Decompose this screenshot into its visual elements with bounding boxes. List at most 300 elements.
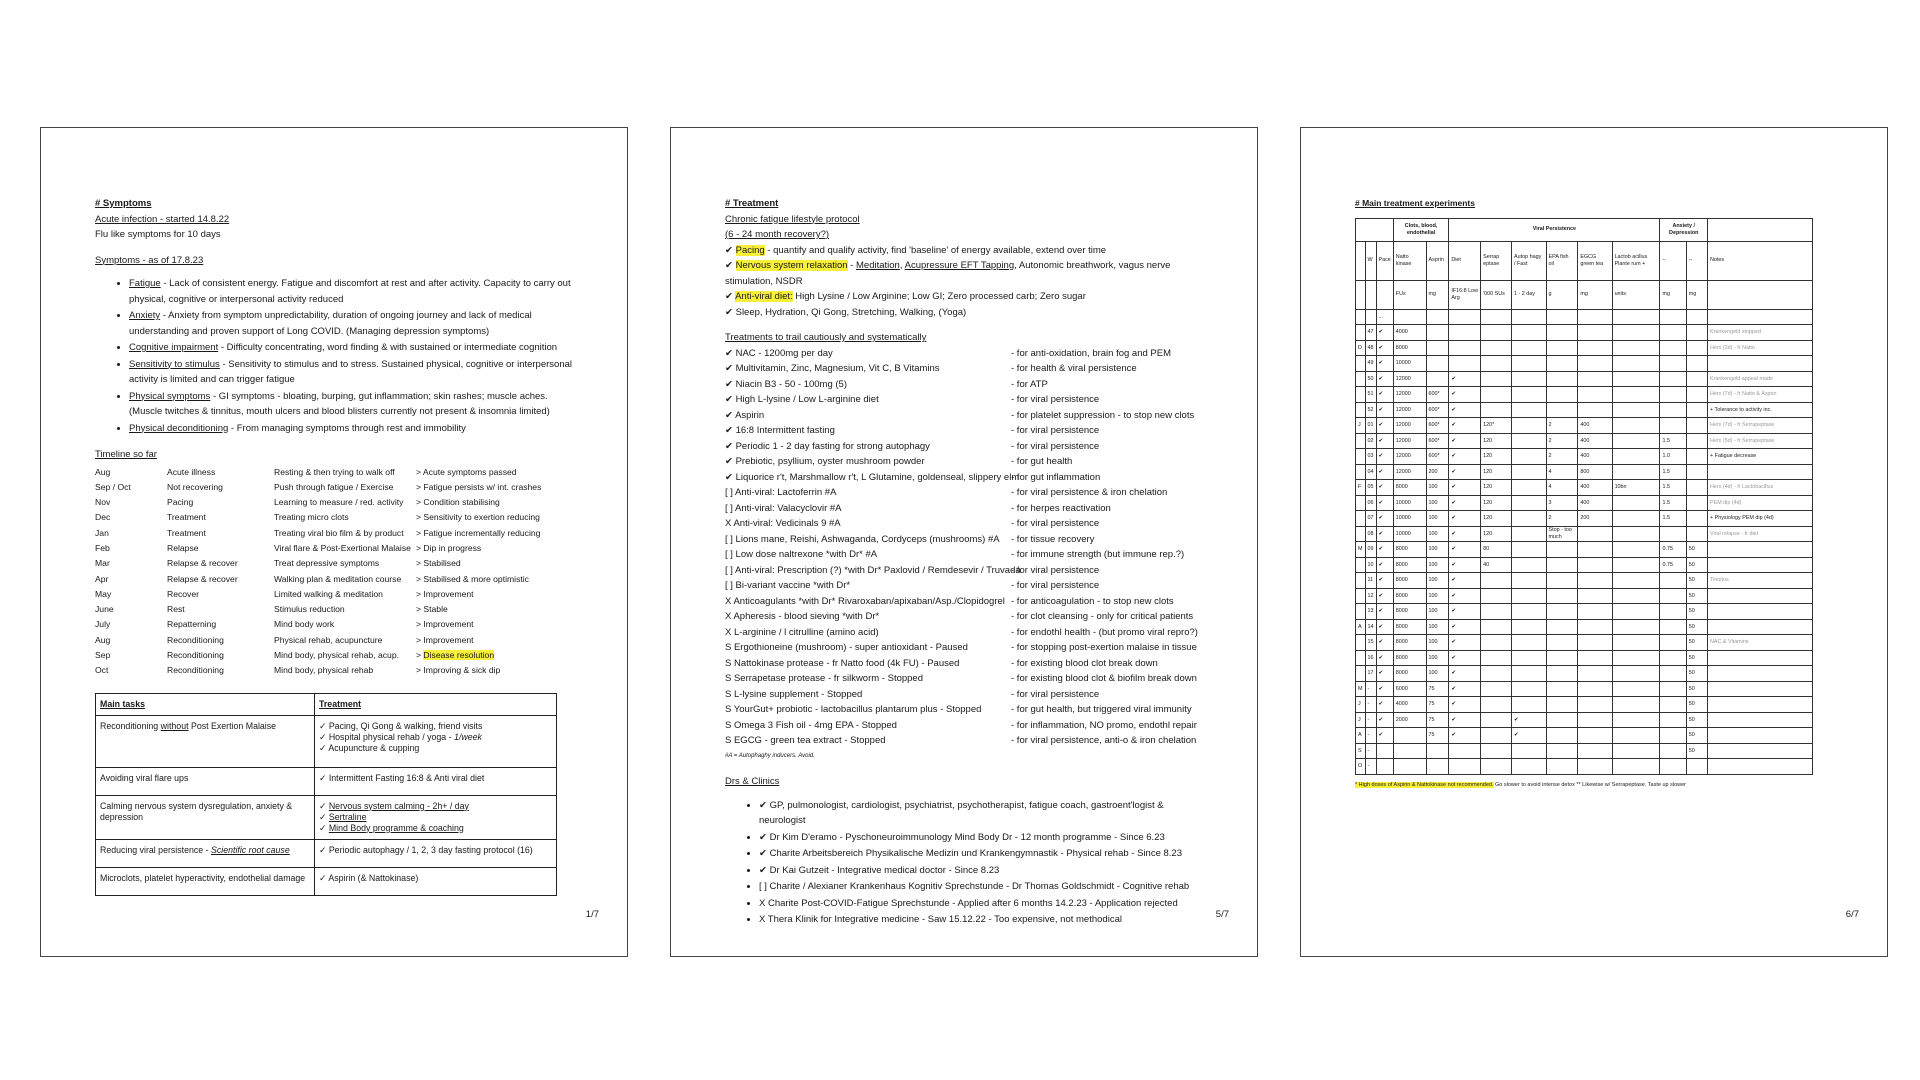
- table-cell: [1578, 325, 1612, 341]
- table-cell: [1686, 340, 1707, 356]
- timeline-cell: > Condition stabilising: [416, 497, 500, 508]
- table-cell: [1512, 681, 1547, 697]
- clinic-item: • ✔ Dr Kai Gutzeit - Integrative medical doctor - Since 8.23: [759, 863, 1203, 879]
- table-cell: 15: [1365, 635, 1376, 651]
- notes-cell: [1708, 666, 1813, 682]
- table-cell: [1449, 356, 1481, 372]
- table-cell: [1612, 588, 1660, 604]
- timeline-cell: Pacing: [167, 497, 194, 508]
- acute-infection-line: Acute infection - started 14.8.22: [95, 213, 230, 225]
- table-cell: [1512, 542, 1547, 558]
- timeline-cell: Nov: [95, 497, 111, 508]
- table-cell: J: [1356, 697, 1366, 713]
- table-cell: ✔: [1449, 697, 1481, 713]
- table-cell: ✔: [1449, 588, 1481, 604]
- table-cell: 50: [1686, 697, 1707, 713]
- timeline-cell: Recover: [167, 588, 199, 599]
- table-cell: [1546, 650, 1578, 666]
- treatment-row: ✔ 16:8 Intermittent fasting - for viral persistence: [725, 425, 1100, 436]
- table-cell: [1660, 309, 1686, 325]
- table-cell: ✔: [1449, 402, 1481, 418]
- table-cell: [1393, 743, 1426, 759]
- column-header: Pace: [1376, 241, 1393, 280]
- column-header: Diet: [1449, 241, 1481, 280]
- table-cell: 100: [1426, 650, 1449, 666]
- table-cell: [1660, 759, 1686, 775]
- timeline-cell: Reconditioning: [167, 665, 224, 676]
- timeline-row: [95, 510, 541, 525]
- table-cell: [1686, 433, 1707, 449]
- table-cell: 07: [1365, 511, 1376, 527]
- table-cell: 8000: [1393, 604, 1426, 620]
- unit-cell: g: [1546, 280, 1578, 309]
- table-cell: [1376, 743, 1393, 759]
- table-cell: ✔: [1376, 588, 1393, 604]
- timeline-cell: Mind body work: [274, 619, 335, 630]
- document-page-3: [1300, 127, 1888, 957]
- table-cell: ✔: [1449, 635, 1481, 651]
- table-cell: [1578, 681, 1612, 697]
- notes-cell: Herx (5d) - fr Serrapeptase: [1708, 433, 1813, 449]
- table-cell: 12000: [1393, 433, 1426, 449]
- table-cell: [1578, 728, 1612, 744]
- table-cell: ✔: [1449, 495, 1481, 511]
- table-cell: [1612, 635, 1660, 651]
- table-cell: [1426, 309, 1449, 325]
- table-cell: 12000: [1393, 402, 1426, 418]
- notes-cell: [1708, 712, 1813, 728]
- treatment-row: S L-lysine supplement - Stopped - for viral persistence: [725, 688, 1100, 700]
- experiment-row: [1356, 480, 1813, 496]
- timeline-row: [95, 648, 541, 663]
- table-cell: -: [1365, 759, 1376, 775]
- table-cell: [1612, 681, 1660, 697]
- table-cell: [1426, 340, 1449, 356]
- table-cell: ✔: [1449, 511, 1481, 527]
- experiment-row: [1356, 604, 1813, 620]
- table-cell: 2: [1546, 433, 1578, 449]
- table-cell: [1660, 356, 1686, 372]
- timeline-row: [95, 526, 541, 541]
- timeline-cell: Feb: [95, 542, 110, 553]
- table-cell: [1512, 697, 1547, 713]
- table-cell: [1612, 728, 1660, 744]
- table-cell: 8000: [1393, 340, 1426, 356]
- table-cell: [1660, 604, 1686, 620]
- table-cell: 75: [1426, 728, 1449, 744]
- column-header: Serrap eptase: [1481, 241, 1512, 280]
- notes-cell: [1708, 604, 1813, 620]
- table-cell: 6000: [1393, 681, 1426, 697]
- table-cell: [1512, 743, 1547, 759]
- table-cell: [1686, 449, 1707, 465]
- table-cell: 13: [1365, 604, 1376, 620]
- notes-cell: Herx (4d) - fr Lactobacillus: [1708, 480, 1813, 496]
- table-cell: 3: [1546, 495, 1578, 511]
- table-cell: [1512, 573, 1547, 589]
- timeline-row: [95, 541, 541, 556]
- table-cell: [1546, 728, 1578, 744]
- table-cell: [1426, 743, 1449, 759]
- table-cell: [1660, 697, 1686, 713]
- table-cell: -: [1365, 728, 1376, 744]
- treatment-cell: ✓ Periodic autophagy / 1, 2, 3 day fasting protocol (16): [315, 839, 557, 867]
- table-cell: [1612, 511, 1660, 527]
- column-header: Autop hagy / Fast: [1512, 241, 1547, 280]
- table-cell: [1481, 340, 1512, 356]
- notes-cell: Tinnitus: [1708, 573, 1813, 589]
- table-cell: [1686, 371, 1707, 387]
- table-cell: ✔: [1449, 387, 1481, 403]
- document-page-1: [40, 127, 628, 957]
- table-cell: 100: [1426, 619, 1449, 635]
- table-cell: 10000: [1393, 356, 1426, 372]
- table-cell: [1660, 681, 1686, 697]
- table-cell: 120: [1481, 480, 1512, 496]
- table-cell: [1612, 743, 1660, 759]
- timeline-cell: Treating micro clots: [274, 512, 349, 523]
- table-cell: [1481, 604, 1512, 620]
- table-cell: [1356, 309, 1366, 325]
- table-cell: 1.0: [1660, 449, 1686, 465]
- table-cell: 10000: [1393, 495, 1426, 511]
- timeline-cell: Treating viral bio film & by product: [274, 527, 404, 538]
- table-cell: [1481, 743, 1512, 759]
- experiment-row: [1356, 402, 1813, 418]
- page-number: 6/7: [1845, 909, 1859, 920]
- table-cell: [1686, 464, 1707, 480]
- table-cell: [1546, 557, 1578, 573]
- table-cell: 50: [1686, 666, 1707, 682]
- column-header: Lactob acillus Plante rum +: [1612, 241, 1660, 280]
- table-cell: 100: [1426, 495, 1449, 511]
- experiment-row: [1356, 666, 1813, 682]
- table-cell: ✔: [1376, 604, 1393, 620]
- unit-cell: mg: [1426, 280, 1449, 309]
- table-cell: ✔: [1376, 712, 1393, 728]
- timeline-cell: > Acute symptoms passed: [416, 466, 517, 477]
- table-cell: 49: [1365, 356, 1376, 372]
- table-cell: [1578, 666, 1612, 682]
- table-cell: [1578, 340, 1612, 356]
- timeline-cell: Relapse & recover: [167, 558, 238, 569]
- table-cell: [1481, 728, 1512, 744]
- table-cell: [1686, 526, 1707, 542]
- table-cell: Stop - too much: [1546, 526, 1578, 542]
- table-cell: [1426, 356, 1449, 372]
- experiment-row: [1356, 697, 1813, 713]
- table-cell: ✔: [1376, 480, 1393, 496]
- table-cell: [1686, 511, 1707, 527]
- table-cell: [1512, 371, 1547, 387]
- table-cell: [1481, 371, 1512, 387]
- table-cell: 10bn: [1612, 480, 1660, 496]
- table-cell: [1612, 418, 1660, 434]
- table-cell: 50: [1686, 650, 1707, 666]
- table-cell: [1356, 511, 1366, 527]
- table-cell: ✔: [1376, 495, 1393, 511]
- table-cell: [1546, 635, 1578, 651]
- timeline-cell: Not recovering: [167, 481, 223, 492]
- table-cell: [1578, 743, 1612, 759]
- experiment-row: [1356, 712, 1813, 728]
- clinic-item: • ✔ Charite Arbeitsbereich Physikalische Medizin und Krankengymnastik - Physical rehab - Since 8.23: [759, 846, 1203, 862]
- table-cell: ✔: [1449, 418, 1481, 434]
- table-cell: [1612, 464, 1660, 480]
- treatment-row: ✔ Periodic 1 - 2 day fasting for strong autophagy - for viral persistence: [725, 440, 1100, 452]
- table-cell: ✔: [1449, 542, 1481, 558]
- table-cell: [1686, 356, 1707, 372]
- table-cell: [1546, 387, 1578, 403]
- table-footnote: * High doses of Aspirin & Nattokinase not recommended. Go slower to avoid intense detox ** Likewise w/ Serrapeptase. Taste up slower: [1355, 781, 1686, 788]
- table-cell: [1660, 619, 1686, 635]
- table-cell: 50: [1686, 557, 1707, 573]
- table-cell: [1578, 712, 1612, 728]
- table-cell: 50: [1686, 619, 1707, 635]
- timeline-cell: Learning to measure / red. activity: [274, 497, 404, 508]
- table-cell: [1512, 495, 1547, 511]
- table-cell: [1512, 402, 1547, 418]
- table-cell: 50: [1686, 681, 1707, 697]
- table-cell: 51: [1365, 387, 1376, 403]
- treatment-row: ✔ Liquorice r't, Marshmallow r't, L Glutamine, goldenseal, slippery elm - for gut inflammation: [725, 471, 1101, 483]
- notes-cell: Krankengeld stopped: [1708, 325, 1813, 341]
- symptom-item: • Physical deconditioning - From managing symptoms through rest and immobility: [129, 421, 573, 437]
- timeline-cell: Push through fatigue / Exercise: [274, 481, 394, 492]
- table-cell: 100: [1426, 557, 1449, 573]
- experiment-row: [1356, 588, 1813, 604]
- table-cell: 2: [1546, 511, 1578, 527]
- table-cell: [1578, 356, 1612, 372]
- timeline-cell: > Stable: [416, 604, 448, 615]
- task-cell: Reducing viral persistence - Scientific root cause: [96, 839, 315, 867]
- table-cell: 8000: [1393, 542, 1426, 558]
- table-cell: 2: [1546, 418, 1578, 434]
- table-cell: 0.75: [1660, 542, 1686, 558]
- notes-cell: [1708, 697, 1813, 713]
- unit-cell: [1365, 280, 1376, 309]
- timeline-cell: Relapse: [167, 542, 199, 553]
- treatment-cell: ✓ Nervous system calming - 2h+ / day ✓ Sertraline ✓ Mind Body programme & coaching: [315, 795, 557, 839]
- table-cell: [1512, 650, 1547, 666]
- drs-heading: Drs & Clinics: [725, 776, 780, 787]
- timeline-cell: Treatment: [167, 527, 206, 538]
- table-cell: [1426, 325, 1449, 341]
- table-cell: ✔: [1449, 712, 1481, 728]
- table-cell: 50: [1686, 743, 1707, 759]
- table-cell: [1512, 666, 1547, 682]
- notes-cell: NAC & Vitamins: [1708, 635, 1813, 651]
- table-cell: 0.75: [1660, 557, 1686, 573]
- table-cell: 12: [1365, 588, 1376, 604]
- table-cell: 50: [1686, 604, 1707, 620]
- table-cell: 8000: [1393, 650, 1426, 666]
- table-cell: [1481, 387, 1512, 403]
- experiment-row: [1356, 418, 1813, 434]
- table-cell: [1660, 588, 1686, 604]
- table-cell: [1356, 588, 1366, 604]
- table-cell: ✔: [1376, 356, 1393, 372]
- table-cell: 52: [1365, 402, 1376, 418]
- notes-cell: [1708, 464, 1813, 480]
- table-cell: ✔: [1449, 480, 1481, 496]
- table-cell: [1512, 480, 1547, 496]
- table-cell: 8000: [1393, 557, 1426, 573]
- antiviral-line: ✔ Anti-viral diet: High Lysine / Low Arginine; Low GI; Zero processed carb; Zero sugar: [725, 291, 1086, 302]
- table-cell: [1356, 573, 1366, 589]
- table-cell: ✔: [1449, 604, 1481, 620]
- sleep-line: ✔ Sleep, Hydration, Qi Gong, Stretching, Walking, (Yoga): [725, 306, 967, 318]
- notes-cell: [1708, 309, 1813, 325]
- table-cell: M: [1356, 681, 1366, 697]
- table-cell: 1.5: [1660, 495, 1686, 511]
- table-cell: [1578, 557, 1612, 573]
- table-cell: [1512, 511, 1547, 527]
- timeline-cell: > Improvement: [416, 634, 474, 645]
- table-cell: 17: [1365, 666, 1376, 682]
- table-cell: [1512, 619, 1547, 635]
- treatment-row: [ ] Anti-viral: Lactoferrin #A - for viral persistence & iron chelation: [725, 487, 1168, 498]
- table-cell: 600*: [1426, 402, 1449, 418]
- table-cell: 100: [1426, 666, 1449, 682]
- table-cell: [1660, 728, 1686, 744]
- table-cell: ✔: [1376, 387, 1393, 403]
- page-number: 5/7: [1215, 909, 1229, 920]
- notes-cell: Herx (7d) - fr Natto & Asprin: [1708, 387, 1813, 403]
- table-cell: [1660, 340, 1686, 356]
- table-cell: 10000: [1393, 511, 1426, 527]
- table-cell: -: [1365, 743, 1376, 759]
- experiment-row: [1356, 495, 1813, 511]
- table-cell: [1578, 697, 1612, 713]
- treatment-header: Treatment: [315, 693, 557, 715]
- table-cell: [1660, 325, 1686, 341]
- table-cell: 100: [1426, 588, 1449, 604]
- table-cell: [1612, 387, 1660, 403]
- table-cell: [1578, 371, 1612, 387]
- experiment-row: [1356, 464, 1813, 480]
- table-cell: [1356, 449, 1366, 465]
- treatment-row: X Apheresis - blood sieving *with Dr* - for clot cleansing - only for critical patients: [725, 611, 1194, 622]
- table-cell: ✔: [1449, 433, 1481, 449]
- table-cell: [1578, 650, 1612, 666]
- column-header: W: [1365, 241, 1376, 280]
- notes-cell: [1708, 743, 1813, 759]
- treatment-row: ✔ NAC - 1200mg per day - for anti-oxidation, brain fog and PEM: [725, 347, 1172, 359]
- table-cell: [1660, 573, 1686, 589]
- table-cell: S: [1356, 743, 1366, 759]
- table-cell: 120: [1481, 464, 1512, 480]
- experiment-row: [1356, 635, 1813, 651]
- table-cell: [1546, 309, 1578, 325]
- table-cell: 12000: [1393, 371, 1426, 387]
- clinic-item: • X Charite Post-COVID-Fatigue Sprechstunde - Applied after 6 months 14.2.23 - Application rejected: [759, 896, 1203, 912]
- table-cell: 400: [1578, 449, 1612, 465]
- table-cell: ✔: [1376, 511, 1393, 527]
- page-number: 1/7: [585, 909, 599, 920]
- notes-cell: [1708, 728, 1813, 744]
- treatment-row: ✔ High L-lysine / Low L-arginine diet - for viral persistence: [725, 394, 1100, 405]
- symptom-item: • Fatigue - Lack of consistent energy. Fatigue and discomfort at rest and after activity. Capacity to carry out physical, cognitive or interpersonal activity reduced: [129, 276, 573, 307]
- table-cell: 12000: [1393, 418, 1426, 434]
- table-cell: O: [1356, 759, 1366, 775]
- table-cell: ✔: [1376, 526, 1393, 542]
- table-cell: ✔: [1376, 635, 1393, 651]
- table-cell: ✔: [1449, 728, 1481, 744]
- treatment-row: X Anti-viral: Vedicinals 9 #A - for viral persistence: [725, 518, 1100, 529]
- table-cell: [1660, 418, 1686, 434]
- experiment-row: [1356, 557, 1813, 573]
- table-cell: 4: [1546, 480, 1578, 496]
- column-header: Notes: [1708, 241, 1813, 280]
- table-cell: [1660, 387, 1686, 403]
- table-cell: 120: [1481, 433, 1512, 449]
- table-cell: [1512, 604, 1547, 620]
- table-cell: [1546, 340, 1578, 356]
- timeline-row: [95, 572, 541, 587]
- drs-list: [725, 798, 1203, 928]
- table-cell: [1578, 588, 1612, 604]
- table-cell: 100: [1426, 542, 1449, 558]
- timeline-cell: Jan: [95, 527, 109, 538]
- table-cell: J: [1356, 712, 1366, 728]
- unit-cell: FUs: [1393, 280, 1426, 309]
- task-cell: Reconditioning without Post Exertion Malaise: [96, 715, 315, 767]
- table-cell: [1546, 666, 1578, 682]
- timeline-cell: June: [95, 604, 114, 615]
- treatment-row: S Serrapetase protease - fr silkworm - Stopped - for existing blood clot & biofilm break down: [725, 673, 1197, 684]
- table-cell: [1612, 402, 1660, 418]
- experiment-row: [1356, 573, 1813, 589]
- table-cell: 400: [1578, 480, 1612, 496]
- table-cell: 48: [1365, 340, 1376, 356]
- experiment-row: [1356, 387, 1813, 403]
- table-cell: [1365, 309, 1376, 325]
- treatment-list: [725, 346, 1203, 749]
- timeline-cell: Mar: [95, 558, 110, 569]
- experiments-table: [1355, 218, 1813, 775]
- table-cell: 12000: [1393, 449, 1426, 465]
- timeline-row: [95, 480, 541, 495]
- table-cell: [1660, 743, 1686, 759]
- experiment-row: [1356, 542, 1813, 558]
- table-cell: [1546, 542, 1578, 558]
- table-cell: 100: [1426, 635, 1449, 651]
- table-cell: [1578, 573, 1612, 589]
- table-cell: [1481, 619, 1512, 635]
- table-cell: [1546, 356, 1578, 372]
- table-cell: [1393, 309, 1426, 325]
- document-page-2: [670, 127, 1258, 957]
- timeline-cell: Physical rehab, acupuncture: [274, 634, 383, 645]
- experiment-row: [1356, 325, 1813, 341]
- table-cell: 50: [1686, 588, 1707, 604]
- table-cell: [1612, 433, 1660, 449]
- table-cell: ✔: [1449, 619, 1481, 635]
- timeline-cell: Limited walking & meditation: [274, 588, 383, 599]
- timeline-cell: > Sensitivity to exertion reducing: [416, 512, 540, 523]
- table-cell: [1512, 449, 1547, 465]
- table-cell: [1612, 325, 1660, 341]
- table-cell: [1481, 697, 1512, 713]
- table-cell: [1512, 387, 1547, 403]
- table-cell: 10: [1365, 557, 1376, 573]
- table-cell: [1481, 635, 1512, 651]
- symptom-item: • Anxiety - Anxiety from symptom unpredictability, duration of ongoing journey and lack of medical understanding and proven support of Long COVID. (Managing depression symptoms): [129, 308, 573, 339]
- table-cell: [1481, 681, 1512, 697]
- table-cell: [1449, 759, 1481, 775]
- table-cell: [1546, 588, 1578, 604]
